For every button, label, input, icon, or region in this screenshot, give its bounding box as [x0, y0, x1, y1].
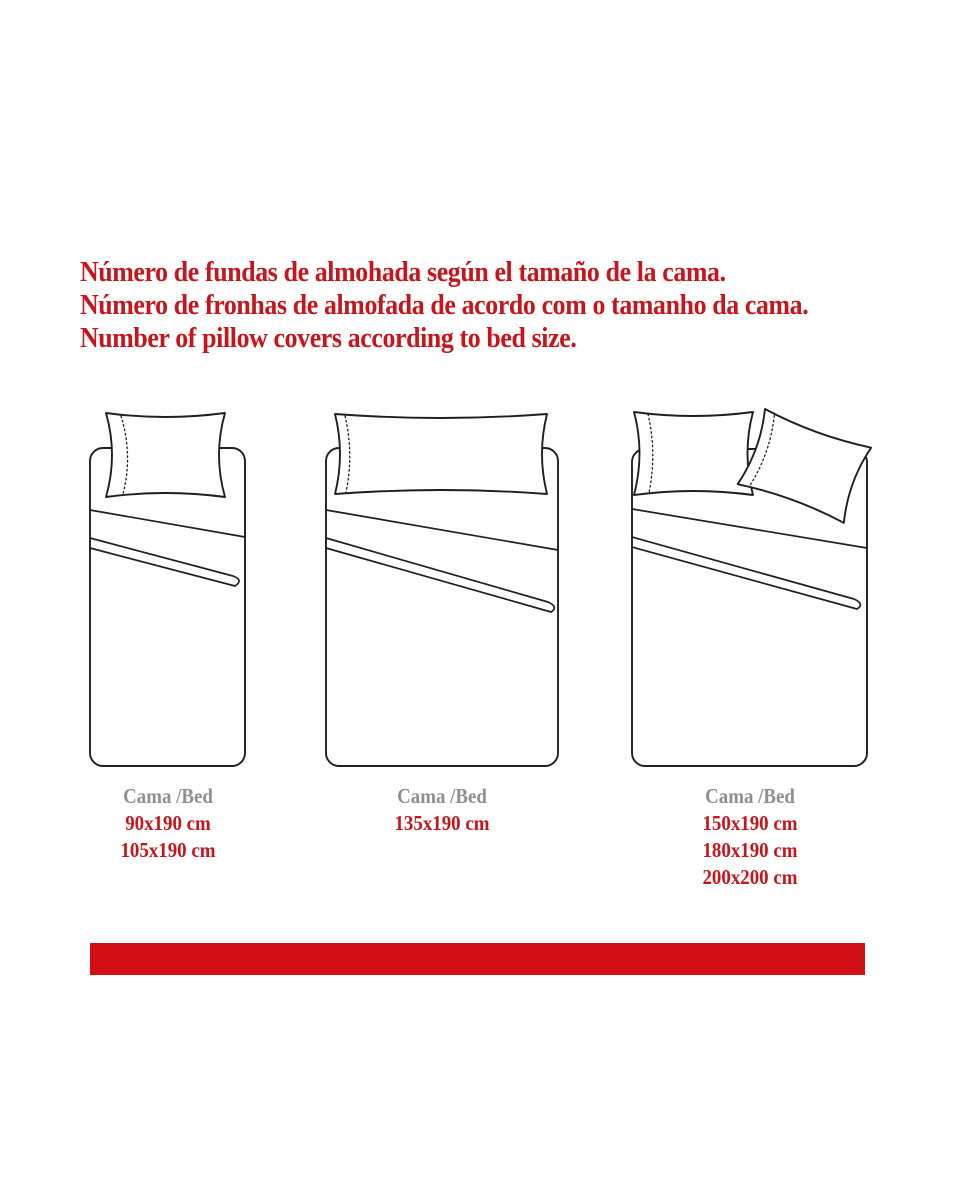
- heading: [80, 256, 940, 355]
- double-bed-illustration: [318, 400, 568, 775]
- bed1-label: [87, 782, 249, 864]
- bed3-caption: Cama /Bed: [705, 784, 795, 808]
- single-bed-illustration: [78, 400, 248, 775]
- bed1-size: 90x190 cm: [125, 811, 211, 835]
- long-pillow: [335, 414, 547, 494]
- king-bed-illustration: [622, 400, 878, 775]
- heading-line-spanish: Número de fundas de almohada según el tamaño de la cama.: [80, 256, 726, 288]
- footer-red-bar: [90, 943, 865, 975]
- bed2-label: [343, 782, 541, 837]
- bed3-size: 150x190 cm: [702, 811, 798, 835]
- bed2-caption: Cama /Bed: [397, 784, 487, 808]
- bed3-size: 200x200 cm: [702, 865, 798, 889]
- bed2-size: 135x190 cm: [394, 811, 490, 835]
- bed3-size: 180x190 cm: [702, 838, 798, 862]
- bed1-caption: Cama /Bed: [123, 784, 213, 808]
- bed-outline: [326, 448, 558, 766]
- bed1-size: 105x190 cm: [120, 838, 216, 862]
- heading-line-english: Number of pillow covers according to bed size.: [80, 322, 577, 354]
- pillow-left: [634, 412, 753, 495]
- heading-line-portuguese: Número de fronhas de almofada de acordo com o tamanho da cama.: [80, 289, 809, 321]
- bed3-label: [651, 782, 849, 891]
